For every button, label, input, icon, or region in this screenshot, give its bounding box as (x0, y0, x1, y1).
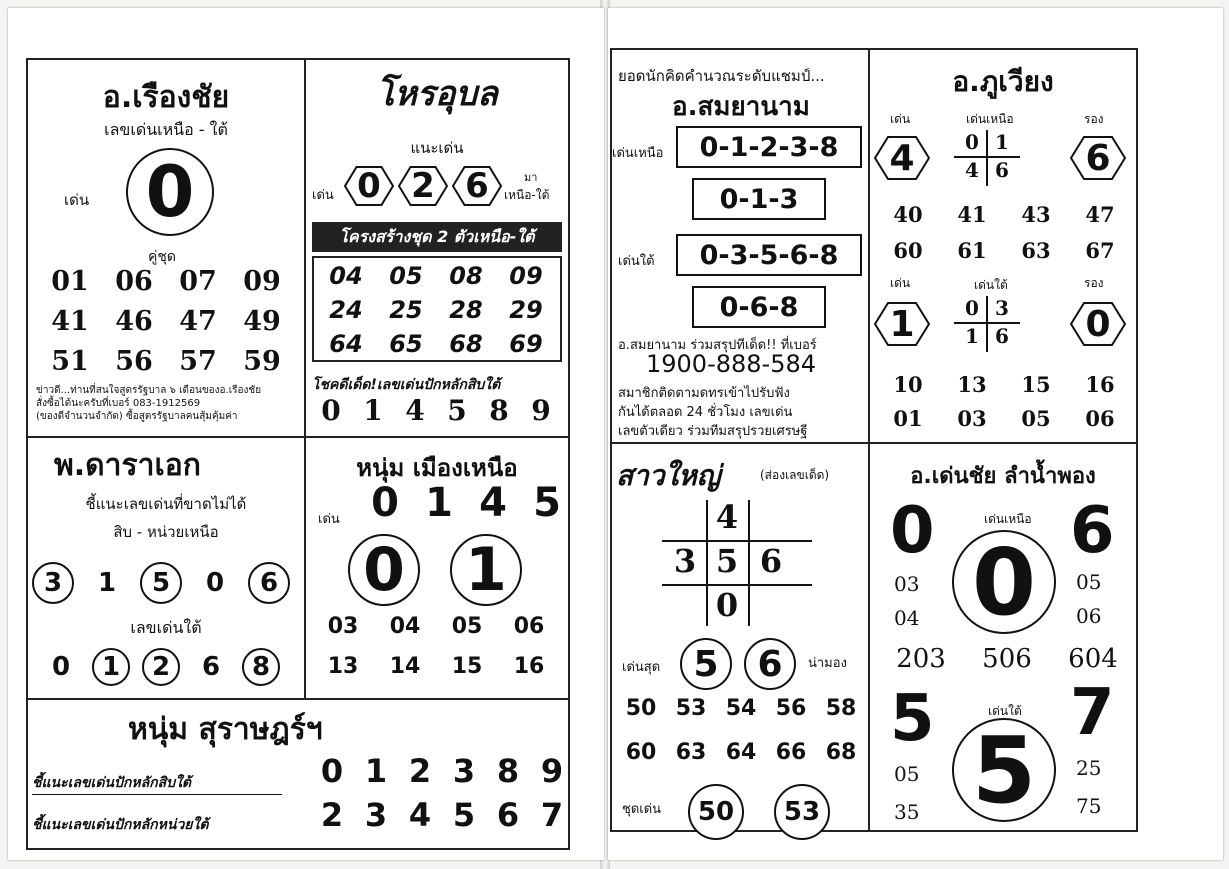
bottom-row-number: 16 (1085, 372, 1115, 397)
hex-digit: 2 (411, 166, 435, 206)
top-row-number: 43 (1021, 202, 1051, 227)
grid-vertical-line (986, 130, 988, 186)
grid-number: 64 (329, 330, 363, 358)
row-number: 54 (725, 696, 757, 721)
south-label: เด่นใต้ (618, 254, 655, 269)
horoupon-title: โหรอุบล (376, 74, 498, 114)
recommend-label: แนะเด่น (410, 139, 464, 157)
lucky-digit: 8 (489, 394, 509, 427)
pair-number: 57 (179, 346, 217, 377)
tens-digit: 9 (540, 752, 564, 790)
saoyai-title: สาวใหญ่ (616, 459, 721, 492)
row-number: 60 (625, 740, 657, 765)
recommend-digit (452, 166, 502, 206)
row-number: 68 (825, 740, 857, 765)
grid-number: 65 (389, 330, 423, 358)
south-left-pair: 05 (894, 762, 920, 786)
structure-banner: โครงสร้างชุด 2 ตัวเหนือ-ใต้ (312, 222, 562, 252)
south-label: เด่นใต้ (974, 278, 1008, 292)
rong-label-bottom: รอง (1084, 276, 1104, 290)
recommend-digit (344, 166, 394, 206)
side-digit (1070, 136, 1126, 180)
north-digit: 5 (140, 562, 182, 604)
info-text (618, 384, 807, 441)
set-number: 53 (774, 784, 830, 840)
cross-digit-bottom: 0 (715, 586, 739, 624)
cross-line-right (748, 500, 750, 626)
recommend-digit (398, 166, 448, 206)
nam-rong-label: น่ามอง (808, 656, 847, 671)
phone-number: 1900-888-584 (646, 350, 817, 378)
grid-number: 09 (509, 262, 543, 290)
bottom-row-number: 03 (957, 406, 987, 431)
north-big-box: 0-1-2-3-8 (676, 126, 862, 168)
south-left-pair: 35 (894, 800, 920, 824)
side-bottom-label: เหนือ-ใต้ (504, 188, 550, 202)
pair-number: 46 (115, 306, 153, 337)
north-label: เด่นเหนือ (966, 112, 1014, 126)
top-row-number: 60 (893, 238, 923, 263)
row-number: 06 (513, 614, 545, 639)
pair-number: 06 (115, 266, 153, 297)
circled-digit: 1 (450, 534, 522, 606)
bottom-row-number: 13 (957, 372, 987, 397)
hex-digit: 1 (889, 303, 915, 345)
row-number: 66 (775, 740, 807, 765)
units-digit: 3 (364, 796, 388, 834)
cross-digit-center: 5 (715, 542, 739, 580)
underline (32, 794, 282, 795)
side-digit (1070, 302, 1126, 346)
row-number: 16 (513, 654, 545, 679)
south-big-box: 0-3-5-6-8 (676, 234, 862, 276)
tens-digit: 0 (320, 752, 344, 790)
bottom-row-number: 06 (1085, 406, 1115, 431)
circled-digit: 0 (348, 534, 420, 606)
denchai-panel (868, 442, 1138, 832)
hex-digit: 6 (465, 166, 489, 206)
den-sud-digit: 6 (744, 638, 796, 690)
denchai-title: อ.เด่นชัย ลำน้ำพอง (910, 464, 1096, 489)
rueangchai-title: อ.เรืองชัย (102, 80, 230, 115)
row-number: 15 (451, 654, 483, 679)
phuwiang-title: อ.ภูเวียง (952, 65, 1054, 98)
dara-title: พ.ดาราเอก (54, 448, 201, 483)
samyanam-panel (610, 48, 870, 444)
south-right-pair: 25 (1076, 756, 1102, 780)
tens-digit: 8 (496, 752, 520, 790)
bottom-row-number: 01 (893, 406, 923, 431)
left-page (8, 8, 604, 860)
side-digit (874, 302, 930, 346)
top-row-number: 63 (1021, 238, 1051, 263)
top-line: ยอดนักคิดคำนวณระดับแชมป์... (618, 67, 825, 85)
south-small-box: 0-6-8 (692, 286, 826, 328)
units-digit: 2 (320, 796, 344, 834)
den-label: เด่น (64, 191, 90, 209)
right-pair: 05 (1076, 570, 1102, 594)
saoyai-panel (610, 442, 870, 832)
rueangchai-panel (26, 58, 306, 438)
row-number: 64 (725, 740, 757, 765)
grid-digit: 6 (995, 158, 1009, 182)
set-label: ชุดเด่น (622, 802, 662, 817)
units-label: ชี้แนะเลขเด่นปักหลักหน่วยใต้ (32, 817, 209, 833)
hex-digit: 6 (1085, 137, 1111, 179)
rueangchai-subtitle: เลขเด่นเหนือ - ใต้ (104, 120, 228, 139)
lucky-digit: 5 (447, 394, 467, 427)
south-digit: 6 (192, 648, 230, 686)
top-digit: 0 (371, 480, 399, 526)
units-digit: 6 (496, 796, 520, 834)
side-top-label: มา (524, 171, 538, 184)
cross-digit-left: 3 (673, 542, 697, 580)
top-digit: 5 (533, 480, 561, 526)
north-small-box: 0-1-3 (692, 178, 826, 220)
units-digit: 5 (452, 796, 476, 834)
row-number: 04 (389, 614, 421, 639)
pair-number: 41 (51, 306, 89, 337)
row-number: 50 (625, 696, 657, 721)
nummuang-panel (304, 436, 570, 700)
note-line-2: สั่งซื้อได้นะครับที่เบอร์ 083-1912569 (36, 398, 201, 409)
grid-number: 69 (509, 330, 543, 358)
row-number: 56 (775, 696, 807, 721)
tens-digit: 1 (364, 752, 388, 790)
dara-panel (26, 436, 306, 700)
dara-line1: ชี้แนะเลขเด่นที่ขาดไม่ได้ (85, 495, 247, 513)
tens-label: ชี้แนะเลขเด่นปักหลักสิบใต้ (32, 775, 192, 791)
info-line-3: เลขตัวเดียว ร่วมทีมสรุปรวยเศรษฐี (618, 424, 808, 439)
promo-text: อ.สมยานาม ร่วมสรุปทีเด็ด!! ที่เบอร์ (618, 338, 817, 353)
grid-number: 68 (449, 330, 483, 358)
tens-digit: 2 (408, 752, 432, 790)
grid-number: 25 (389, 296, 423, 324)
pair-number: 51 (51, 346, 89, 377)
top-digit: 4 (479, 480, 507, 526)
south-center-circle: 5 (952, 718, 1056, 822)
right-pair: 06 (1076, 604, 1102, 628)
grid-digit: 3 (995, 296, 1009, 320)
row-number: 05 (451, 614, 483, 639)
grid-digit: 0 (965, 296, 979, 320)
pair-number: 56 (115, 346, 153, 377)
top-row-number: 47 (1085, 202, 1115, 227)
side-digit (874, 136, 930, 180)
saoyai-subtitle: (ส่องเลขเด็ด) (760, 468, 830, 482)
north-right-digit: 6 (1070, 494, 1115, 568)
bottom-row-number: 15 (1021, 372, 1051, 397)
north-digit: 3 (32, 562, 74, 604)
south-label: เลขเด่นใต้ (130, 618, 202, 637)
rong-label-top: รอง (1084, 112, 1104, 126)
nummuang-title: หนุ่ม เมืองเหนือ (356, 454, 518, 482)
north-left-digit: 0 (890, 494, 935, 568)
row-number: 03 (327, 614, 359, 639)
south-right-pair: 75 (1076, 794, 1102, 818)
tens-digit: 3 (452, 752, 476, 790)
pair-number: 01 (51, 266, 89, 297)
rueangchai-note (36, 384, 300, 423)
bottom-row-number: 10 (893, 372, 923, 397)
den-label-top: เด่น (890, 112, 911, 126)
top-row-number: 40 (893, 202, 923, 227)
bottom-row-number: 05 (1021, 406, 1051, 431)
pair-label: คู่ชุด (148, 249, 176, 265)
south-digit: 2 (142, 648, 180, 686)
top-digit: 1 (425, 480, 453, 526)
top-row-number: 61 (957, 238, 987, 263)
info-line-1: สมาชิกติดตามดทรเข้าไปรับฟัง (618, 386, 790, 401)
north-label: เด่นเหนือ (612, 146, 664, 161)
north-digit: 1 (86, 562, 128, 604)
lucky-digit: 9 (531, 394, 551, 427)
den-label-bottom: เด่น (890, 276, 911, 290)
grid-number: 04 (329, 262, 363, 290)
grid-digit: 4 (965, 158, 979, 182)
hex-digit: 4 (889, 137, 915, 179)
grid-digit: 6 (995, 324, 1009, 348)
south-right-digit: 7 (1070, 676, 1115, 750)
den-sud-label: เด่นสุด (622, 660, 661, 675)
south-left-digit: 5 (890, 682, 935, 756)
lucky-digit: 1 (363, 394, 383, 427)
pair-number: 09 (243, 266, 281, 297)
left-pair: 04 (894, 606, 920, 630)
triple-number: 203 (896, 644, 946, 674)
den-sud-digit: 5 (680, 638, 732, 690)
pair-number: 07 (179, 266, 217, 297)
lucky-digit: 4 (405, 394, 425, 427)
triple-number: 506 (982, 644, 1032, 674)
lucky-digit: 0 (321, 394, 341, 427)
south-digit: 8 (242, 648, 280, 686)
row-number: 58 (825, 696, 857, 721)
phuwiang-panel (868, 48, 1138, 444)
row-number: 13 (327, 654, 359, 679)
grid-number: 05 (389, 262, 423, 290)
den-label: เด่น (312, 188, 334, 203)
south-label: เด่นใต้ (988, 704, 1022, 718)
right-page (608, 8, 1223, 860)
numsurat-panel (26, 698, 570, 850)
south-digit: 1 (92, 648, 130, 686)
lucky-label: โชคดีเด็ด!เลขเด่นปักหลักสิบใต้ (312, 377, 501, 393)
grid-number: 29 (509, 296, 543, 324)
grid-digit: 0 (965, 130, 979, 154)
north-digit: 0 (194, 562, 236, 604)
pair-number: 59 (243, 346, 281, 377)
top-row-number: 67 (1085, 238, 1115, 263)
note-line-1: ข่าวดี...ท่านที่สนใจสูตรรัฐบาล ๖ เดือนของอ.เรืองชัย (36, 385, 262, 396)
left-pair: 03 (894, 572, 920, 596)
top-row-number: 41 (957, 202, 987, 227)
cross-digit-top: 4 (715, 498, 739, 536)
pair-number: 49 (243, 306, 281, 337)
hex-digit: 0 (357, 166, 381, 206)
south-digit: 0 (42, 648, 80, 686)
info-line-2: กันได้ตลอด 24 ชั่วโมง เลขเด่น (618, 405, 793, 420)
dara-line2: สิบ - หน่วยเหนือ (113, 523, 219, 541)
pair-number: 47 (179, 306, 217, 337)
samyanam-title: อ.สมยานาม (672, 92, 810, 122)
row-number: 53 (675, 696, 707, 721)
note-line-3: (ของดีจำนวนจำกัด) ซื้อสูตรรัฐบาลคนสุ้มคุ้มค่า (36, 411, 238, 422)
units-digit: 4 (408, 796, 432, 834)
hex-digit: 0 (1085, 303, 1111, 345)
grid-number: 24 (329, 296, 363, 324)
grid-vertical-line (986, 296, 988, 352)
units-digit: 7 (540, 796, 564, 834)
numsurat-title: หนุ่ม สุราษฎร์ฯ (128, 712, 323, 747)
north-center-circle: 0 (952, 530, 1056, 634)
row-number: 63 (675, 740, 707, 765)
cross-digit-right: 6 (759, 542, 783, 580)
main-digit-circle: 0 (126, 148, 214, 236)
set-number: 50 (688, 784, 744, 840)
grid-number: 28 (449, 296, 483, 324)
grid-digit: 1 (965, 324, 979, 348)
horoupon-panel (304, 58, 570, 438)
north-label: เด่นเหนือ (984, 512, 1032, 526)
triple-number: 604 (1068, 644, 1118, 674)
grid-number: 08 (449, 262, 483, 290)
north-digit: 6 (248, 562, 290, 604)
row-number: 14 (389, 654, 421, 679)
den-label: เด่น (318, 512, 340, 527)
grid-digit: 1 (995, 130, 1009, 154)
